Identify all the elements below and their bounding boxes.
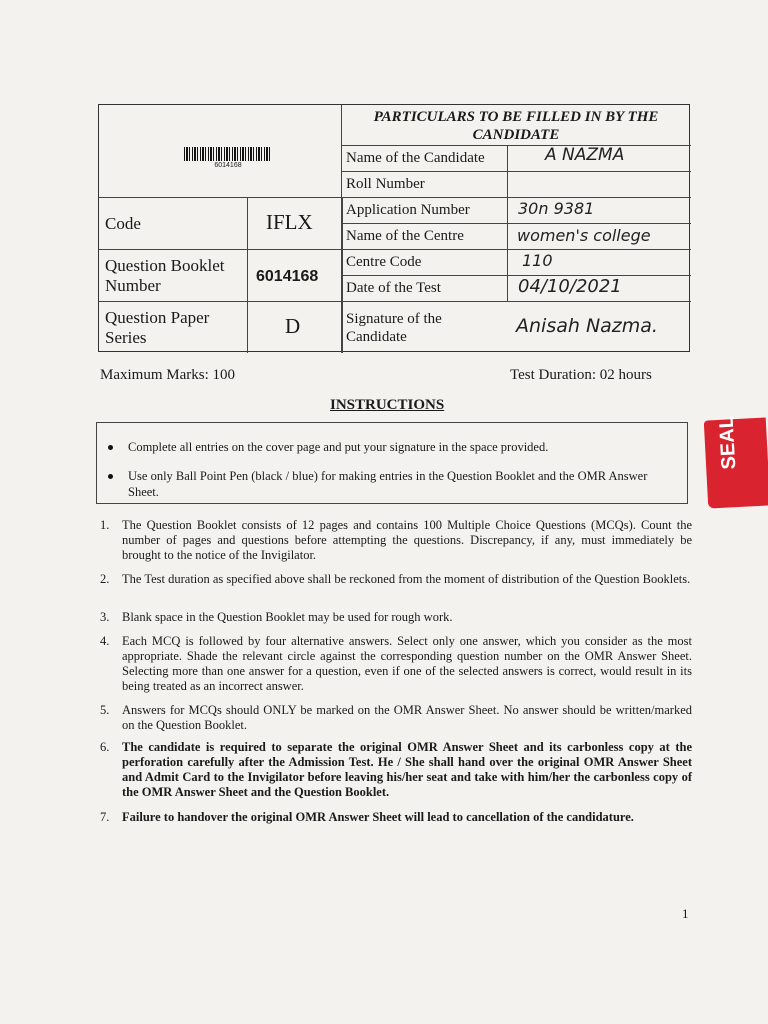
field-value-application: 30n 9381 — [518, 199, 595, 218]
field-value-date: 04/10/2021 — [518, 276, 622, 297]
field-label-centre: Name of the Centre — [346, 228, 464, 244]
code-label: Code — [105, 214, 141, 233]
instruction-item: 4. Each MCQ is followed by four alternative answers. Select only one answer, which you consider as the most appropriate. Shade the relevant circle against the corresponding question number on the OMR Answer Sheet. Selecting more than one answer for a question, even if one of the selected answers is correct, would result in its being treated as an incorrect answer. — [100, 634, 692, 693]
instruction-item: 7. Failure to handover the original OMR Answer Sheet will lead to cancellation of the candidature. — [100, 810, 634, 824]
field-value-signature: Anisah Nazma. — [516, 315, 658, 337]
instruction-item: 5. Answers for MCQs should ONLY be marked on the OMR Answer Sheet. No answer should be written/marked on the Question Booklet. — [100, 703, 692, 732]
barcode-number: 6014168 — [214, 162, 242, 169]
field-label-centre-code: Centre Code — [346, 254, 422, 270]
bullet-item: Use only Ball Point Pen (black / blue) for making entries in the Question Booklet and the OMR Answer Sheet. — [108, 468, 668, 500]
test-duration: Test Duration: 02 hours — [510, 367, 652, 383]
booklet-label: Question Booklet Number — [105, 256, 225, 295]
barcode — [184, 147, 272, 161]
field-value-centre: women's college — [517, 226, 651, 245]
booklet-value: 6014168 — [256, 268, 319, 285]
particulars-title: PARTICULARS TO BE FILLED IN BY THE CANDIDATE — [373, 109, 659, 143]
instruction-item: 2. The Test duration as specified above shall be reckoned from the moment of distribution of the Question Booklets. — [100, 572, 691, 586]
instructions-title: INSTRUCTIONS — [330, 397, 445, 413]
series-value: D — [285, 314, 301, 338]
seal-sticker — [704, 417, 768, 508]
bullet-item: Complete all entries on the cover page and put your signature in the space provided. — [108, 439, 678, 455]
instruction-item: 1. The Question Booklet consists of 12 pages and contains 100 Multiple Choice Questions (MCQs). Count the number of pages and questions before attempting the questions. Discrepancy, if any, must immediately be brought to the notice of the Invigilator. — [100, 518, 692, 562]
code-value: IFLX — [266, 210, 313, 234]
field-label-roll: Roll Number — [346, 176, 425, 192]
seal-label: SEAL — [715, 415, 741, 470]
maximum-marks: Maximum Marks: 100 — [100, 367, 235, 383]
field-label-signature: Signature of the Candidate — [346, 311, 442, 345]
field-label-date: Date of the Test — [346, 280, 441, 296]
series-label: Question Paper Series — [105, 308, 210, 347]
field-label-application: Application Number — [346, 202, 470, 218]
page-number: 1 — [682, 906, 689, 921]
instruction-item: 3. Blank space in the Question Booklet may be used for rough work. — [100, 610, 453, 624]
instruction-item: 6. The candidate is required to separate the original OMR Answer Sheet and its carbonless copy at the perforation carefully after the Admission Test. He / She shall hand over the original OMR Answer Sheet and Admit Card to the Invigilator before leaving his/her seat and take with him/her the carbonless copy of the OMR Answer Sheet and the Question Booklet. — [100, 740, 692, 799]
field-label-name: Name of the Candidate — [346, 150, 485, 166]
field-value-name: A NAZMA — [545, 145, 625, 165]
field-value-centre-code: 110 — [522, 251, 553, 270]
